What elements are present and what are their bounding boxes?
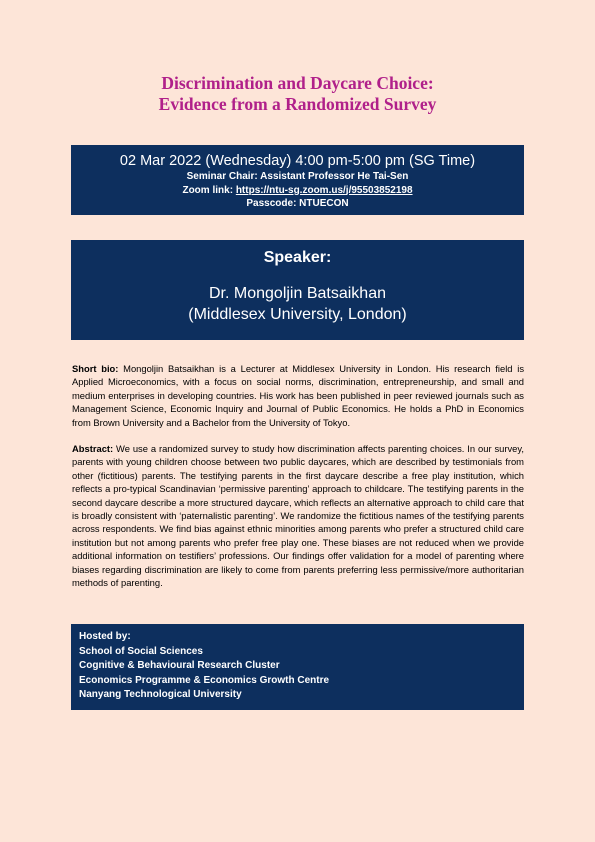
abstract-text: We use a randomized survey to study how discrimination affects parenting choices. In our survey, parents with young children choose between two public daycares, which are described by testimonials from other (fictitious) parents. The testifying parents in the first daycare describe a free play institution, which reflects a pro-typical Scandinavian ‘permissive parenting’ approach to childcare. The testifying parents in the second daycare describe a more structured daycare, which reflects an alternative approach to child care that is broadly consistent with ‘paternalistic parenting’. We randomize the fictitious names of the testifying parents across respondents. We find bias against ethnic minorities among parents who prefer a structured child care institution but not among parents who prefer free play one. These biases are not reduced when we provide additional information on testifiers’ professions. Our findings offer validation for a model of parenting where biases regarding discrimination are likely to come from parents preferring less permissive/more authoritarian methods of parenting. xyxy=(72,443,524,589)
abstract xyxy=(72,442,524,589)
abstract-label: Abstract: xyxy=(72,443,114,454)
title-line-2: Evidence from a Randomized Survey xyxy=(158,94,437,114)
zoom-line xyxy=(71,184,524,198)
hosted-by-heading: Hosted by: xyxy=(79,631,131,642)
host-item: Nanyang Technological University xyxy=(79,689,242,700)
seminar-chair: Seminar Chair: Assistant Professor He Tai-Sen xyxy=(186,171,409,182)
speaker-box xyxy=(71,240,524,340)
zoom-link[interactable]: https://ntu-sg.zoom.us/j/95503852198 xyxy=(235,184,413,196)
event-title xyxy=(0,73,595,115)
bio-label: Short bio: xyxy=(72,363,119,374)
zoom-label: Zoom link: xyxy=(182,184,236,196)
passcode: Passcode: NTUECON xyxy=(246,198,349,209)
host-item: Economics Programme & Economics Growth Centre xyxy=(79,674,330,686)
bio-text: Mongoljin Batsaikhan is a Lecturer at Middlesex University in London. His research field is Applied Microeconomics, with a focus on social norms, discrimination, entrepreneurship, and small and medium enterprises in developing countries. His work has been published in peer reviewed journals such as Management Science, Economic Inquiry and Journal of Public Economics. He holds a PhD in Economics from Brown University and a Bachelor from the University of Tokyo. xyxy=(72,363,525,428)
hosted-by-box xyxy=(71,624,524,710)
speaker-affiliation: (Middlesex University, London) xyxy=(188,306,407,323)
title-line-1: Discrimination and Daycare Choice: xyxy=(161,73,434,93)
event-details-box xyxy=(71,145,524,215)
short-bio xyxy=(72,362,524,429)
event-date-time: 02 Mar 2022 (Wednesday) 4:00 pm-5:00 pm (SG Time) xyxy=(119,153,476,169)
speaker-name: Dr. Mongoljin Batsaikhan xyxy=(209,285,386,302)
speaker-heading: Speaker: xyxy=(263,249,332,266)
host-item: Cognitive & Behavioural Research Cluster xyxy=(79,660,280,671)
host-item: School of Social Sciences xyxy=(79,645,203,657)
